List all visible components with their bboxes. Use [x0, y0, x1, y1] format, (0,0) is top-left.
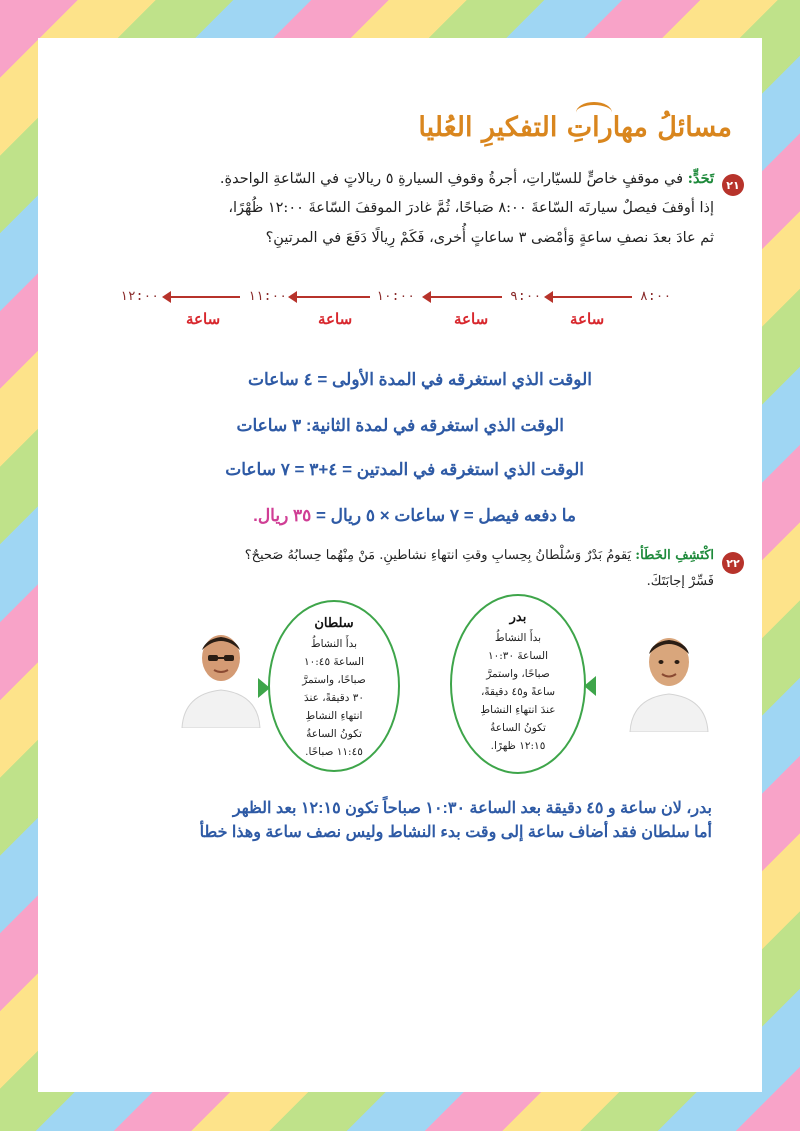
time-timeline — [120, 280, 680, 340]
problem-21-label: تَحَدٍّ: — [687, 170, 714, 187]
badr-name: بدر — [509, 610, 527, 625]
problem-22-line-2: فَسِّرْ إجابَتَكَ. — [646, 574, 714, 589]
hour-label-4: ساعة — [186, 311, 221, 328]
arrow-10-11 — [296, 296, 370, 298]
tick-12: ١٢:٠٠ — [120, 289, 160, 304]
problem-21-line-2: إذا أوقفَ فيصلٌ سيارتَه السّاعةَ ٨:٠٠ صَباحًا، ثُمَّ غادرَ الموقفَ السّاعةَ ١٢:٠٠ ظُهْرًا، — [228, 200, 714, 216]
tick-10: ١٠:٠٠ — [376, 289, 416, 304]
problem-21-line-1: تَحَدٍّ: في موقفٍ خاصٍّ للسيّاراتِ، أجرةُ وقوفِ السيارةِ ٥ ريالاتٍ في السّاعةِ الواحدةِ. — [219, 170, 714, 187]
page-title: مسائلُ مهاراتِ التفكيرِ العُليا — [418, 112, 732, 143]
badr-illustration — [626, 632, 712, 732]
badr-speech-bubble — [450, 594, 586, 774]
worksheet-page — [38, 38, 762, 1092]
solution-result: ٣٥ ريال. — [253, 506, 312, 525]
answer-2-line-2: أما سلطان فقد أضاف ساعة إلى وقت بدء النشاط وليس نصف ساعة وهذا خطأ — [199, 824, 712, 841]
badr-calculation: بدأَ النشاطُ الساعةَ ١٠:٣٠ صباحًا، واستمرَّ ساعةً و٤٥ دقيقةً، عندَ انتهاءِ النشاطِ تكونُ الساعةُ ١٢:١٥ ظهرًا. — [480, 632, 556, 752]
sultan-illustration — [178, 628, 264, 728]
tick-11: ١١:٠٠ — [248, 289, 288, 304]
hour-label-2: ساعة — [454, 311, 489, 328]
arrow-8-9 — [552, 296, 632, 298]
sultan-speech-bubble — [268, 600, 400, 772]
problem-22-text — [54, 548, 714, 598]
solution-line-2: الوقت الذي استغرقه في لمدة الثانية: ٣ ساعات — [236, 416, 564, 435]
tick-8: ٨:٠٠ — [640, 289, 672, 304]
sultan-bubble-tail — [258, 678, 270, 698]
problem-22-line-1: اكْتَشِفِ الخَطَأ: يَقومُ بَدْرٌ وَسُلْطانُ بِحِسابِ وقتِ انتهاءِ نشاطينِ. مَنْ مِنْهُما حِسابُهُ صَحيحٌ؟ — [244, 548, 714, 563]
sultan-name: سلطان — [314, 616, 354, 631]
solution-line-3: الوقت الذي استغرقه في المدتين = ٤+٣ = ٧ ساعات — [225, 460, 584, 479]
problem-22-label: اكْتَشِفِ الخَطَأ: — [635, 548, 714, 563]
problem-number-21: ٢١ — [722, 174, 744, 196]
problem-21-text — [54, 170, 714, 260]
hour-label-1: ساعة — [570, 311, 605, 328]
tick-9: ٩:٠٠ — [510, 289, 542, 304]
problem-21-line-3: ثم عادَ بعدَ نصفِ ساعةٍ وَأمْضى ٣ ساعاتٍ أُخرى، فَكَمْ رِيالًا دَفَعَ في المرتينِ؟ — [265, 230, 714, 246]
badr-bubble-tail — [584, 676, 596, 696]
sultan-calculation: بدأَ النشاطُ الساعةَ ١٠:٤٥ صباحًا، واستمرَّ ٣٠ دقيقةً، عندَ انتهاءِ النشاطِ تكونُ الساعةُ ١١:٤٥ صباحًا. — [302, 638, 366, 758]
arrow-9-10 — [430, 296, 502, 298]
answer-2-line-1: بدر، لان ساعة و ٤٥ دقيقة بعد الساعة ١٠:٣٠ صباحاً تكون ١٢:١٥ بعد الظهر — [232, 800, 712, 817]
solution-line-1: الوقت الذي استغرقه في المدة الأولى = ٤ ساعات — [247, 370, 592, 389]
hour-label-3: ساعة — [318, 311, 353, 328]
problem-number-22: ٢٢ — [722, 552, 744, 574]
solution-line-4: ما دفعه فيصل = ٧ ساعات × ٥ ريال = ٣٥ ريال. — [253, 506, 576, 525]
arrow-11-12 — [170, 296, 240, 298]
